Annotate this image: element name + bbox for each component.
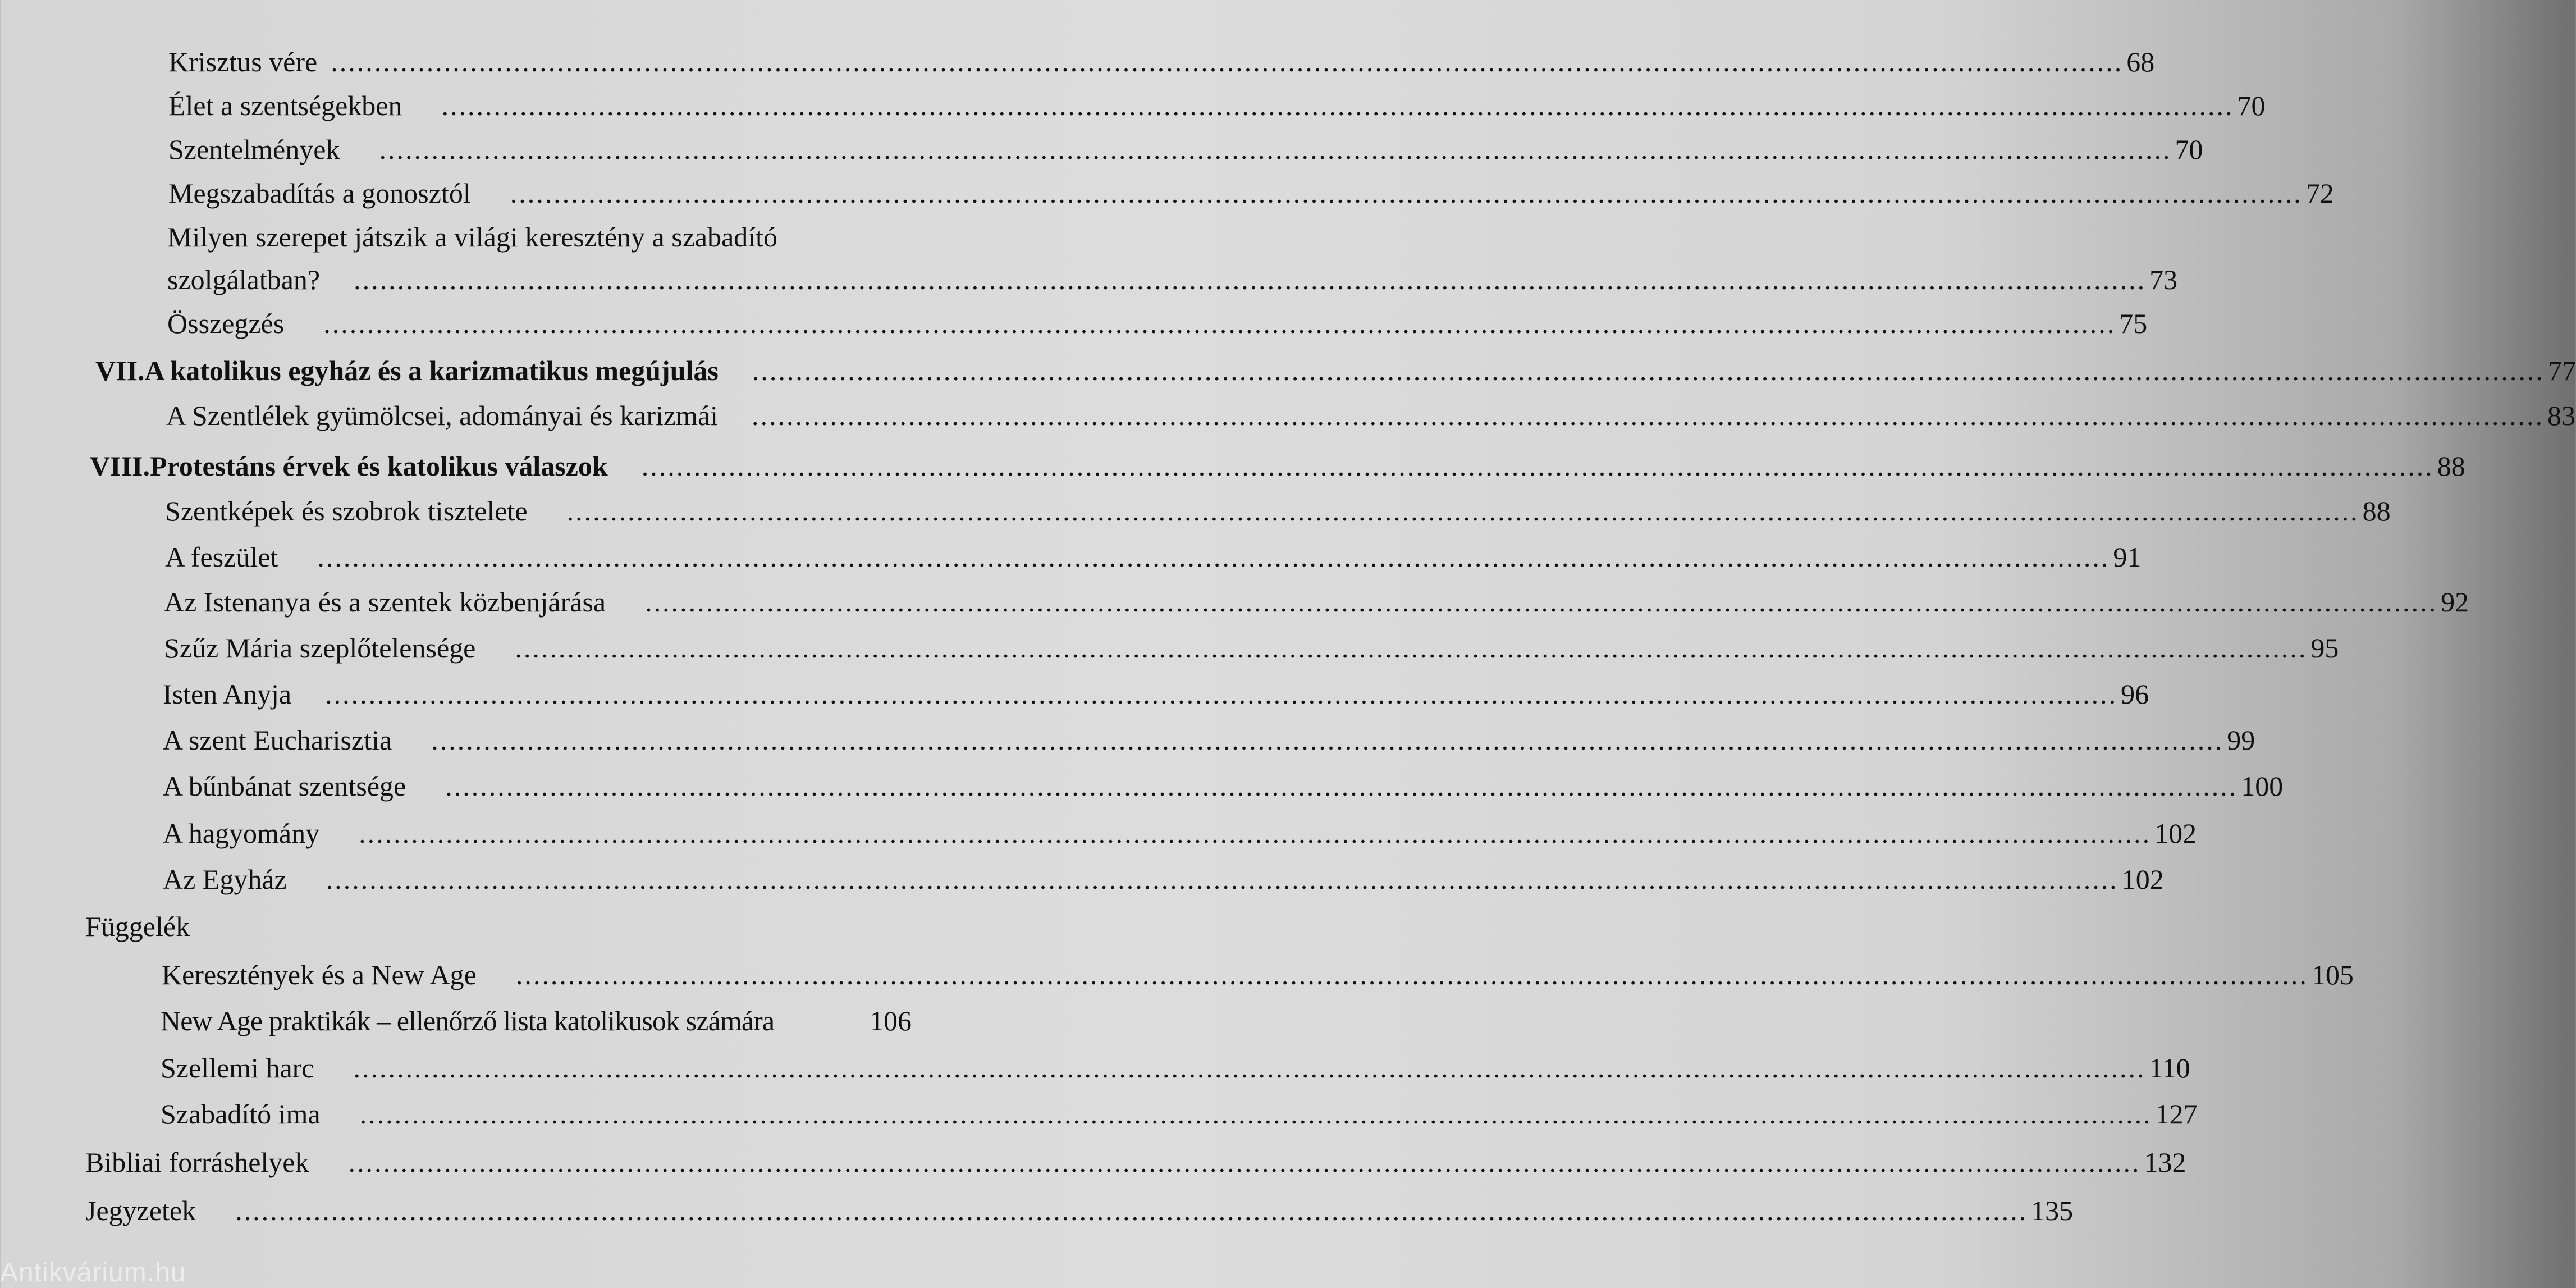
toc-entry: [0, 718, 2255, 762]
toc-chapter: [0, 348, 2576, 393]
leader-dots: ..............................................................................................................................................................................................................: [323, 308, 2116, 339]
leader-dots: ..............................................................................................................................................................................................................: [359, 817, 2152, 849]
toc-entry-title: Összegzés: [167, 308, 285, 339]
toc-entry-title: Milyen szerepet játszik a világi keresztény a szabadító: [167, 221, 778, 253]
toc-entry: [0, 488, 2391, 533]
toc-entry-page: 135: [2031, 1195, 2074, 1226]
toc-entry-title: New Age praktikák – ellenőrző lista katolikusok számára: [161, 1005, 775, 1036]
leader-dots: ..............................................................................................................................................................................................................: [431, 724, 2224, 756]
leader-dots: ..............................................................................................................................................................................................................: [445, 770, 2238, 802]
leader-dots: ..............................................................................................................................................................................................................: [441, 90, 2234, 121]
toc-entry-page: 99: [2227, 724, 2255, 756]
toc-entry: [0, 672, 2149, 716]
leader-dots: ..............................................................................................................................................................................................................: [353, 1052, 2146, 1084]
toc-entry: [0, 171, 2334, 216]
leader-dots: ..............................................................................................................................................................................................................: [752, 400, 2545, 431]
toc-entry: [0, 952, 2354, 997]
toc-entry-page: 132: [2144, 1147, 2186, 1178]
chapter-number: VII.: [95, 355, 145, 386]
toc-entry-page: 88: [2362, 495, 2391, 527]
toc-entry-page: 105: [2311, 959, 2354, 990]
leader-dots: ..............................................................................................................................................................................................................: [515, 959, 2308, 990]
toc-entry-title: Krisztus vére: [168, 46, 318, 77]
toc-entry-title: Az Egyház: [163, 864, 287, 895]
toc-entry-title: Élet a szentségekben: [168, 90, 402, 121]
leader-dots: ..............................................................................................................................................................................................................: [317, 541, 2110, 573]
toc-entry-title: Bibliai forráshelyek: [85, 1147, 309, 1178]
toc-entry-page: 75: [2119, 308, 2148, 339]
toc-entry-title: szolgálatban?: [167, 264, 321, 295]
toc-entry: [0, 857, 2164, 902]
toc-entry-page: 102: [2121, 864, 2164, 895]
toc-entry-page: 102: [2154, 817, 2197, 849]
leader-dots: ..............................................................................................................................................................................................................: [331, 46, 2124, 77]
chapter-number: VIII.: [90, 450, 150, 482]
toc-entry-title: Megszabadítás a gonosztól: [168, 177, 471, 209]
toc-entry-title: A bűnbánat szentsége: [163, 770, 406, 802]
leader-dots: ..............................................................................................................................................................................................................: [235, 1195, 2028, 1226]
toc-entry: [0, 257, 2178, 302]
toc-entry-title: A Szentlélek gyümölcsei, adományai és karizmái: [166, 400, 719, 431]
toc-entry-page: 83: [2547, 400, 2576, 431]
toc-entry: [0, 393, 2576, 438]
toc-entry: [0, 1140, 2186, 1185]
toc-entry-title: Protestáns érvek és katolikus válaszok: [149, 450, 608, 482]
toc-entry: [0, 764, 2284, 809]
toc-entry: [0, 998, 957, 1043]
toc-entry-page: 127: [2155, 1098, 2198, 1130]
toc-entry: [0, 127, 2203, 172]
toc-entry-continued: [0, 214, 957, 259]
toc-entry-title: Szellemi harc: [161, 1052, 314, 1084]
toc-entry-title: Szabadító ima: [161, 1098, 321, 1130]
toc-entry-title: A szent Eucharisztia: [163, 724, 392, 756]
leader-dots: ..............................................................................................................................................................................................................: [326, 864, 2119, 895]
toc-entry-title: Jegyzetek: [85, 1195, 196, 1226]
toc-entry-page: 91: [2113, 541, 2142, 573]
toc-entry-title: Függelék: [85, 911, 190, 942]
leader-dots: ..............................................................................................................................................................................................................: [325, 678, 2118, 710]
leader-dots: ..............................................................................................................................................................................................................: [566, 495, 2359, 527]
toc-entry-title: Keresztények és a New Age: [162, 959, 477, 990]
toc-entry-page: 88: [2437, 450, 2465, 482]
toc-entry-title: Az Istenanya és a szentek közbenjárása: [164, 586, 606, 618]
toc-entry: [0, 535, 2142, 579]
toc-entry-title: Szűz Mária szeplőtelensége: [164, 632, 476, 664]
leader-dots: ..............................................................................................................................................................................................................: [348, 1147, 2141, 1178]
toc-entry-page: 72: [2305, 177, 2334, 209]
toc-entry-page: 100: [2241, 770, 2284, 802]
toc-section-heading: [0, 904, 957, 949]
leader-dots: ..............................................................................................................................................................................................................: [379, 134, 2172, 165]
toc-entry: [0, 83, 2266, 128]
toc-entry: [0, 1045, 2190, 1090]
toc-entry-title: A feszület: [165, 541, 278, 573]
toc-entry: [0, 811, 2197, 856]
toc-entry-page: 70: [2175, 134, 2203, 165]
leader-dots: ..............................................................................................................................................................................................................: [354, 264, 2147, 295]
toc-entry: [0, 579, 2469, 624]
toc-entry: [0, 39, 2155, 84]
toc-entry-page: 73: [2149, 264, 2178, 295]
watermark: Antikvárium.hu: [0, 1258, 186, 1287]
toc-entry-page: 110: [2149, 1052, 2190, 1084]
toc-entry-page: 68: [2126, 46, 2155, 77]
toc-entry-title: A katolikus egyház és a karizmatikus megújulás: [144, 355, 719, 386]
toc-entry-page: 106: [870, 1005, 912, 1036]
toc-entry-title: Isten Anyja: [163, 678, 292, 710]
toc-entry-title: Szentképek és szobrok tisztelete: [165, 495, 528, 527]
toc-entry-title: A hagyomány: [163, 817, 320, 849]
toc-entry-title: Szentelmények: [168, 134, 340, 165]
leader-dots: ..............................................................................................................................................................................................................: [641, 450, 2434, 482]
toc-entry: [0, 1091, 2198, 1136]
toc-entry-page: 70: [2237, 90, 2266, 121]
leader-dots: ..............................................................................................................................................................................................................: [752, 355, 2545, 386]
toc-entry: [0, 1188, 2074, 1233]
toc-entry-page: 95: [2310, 632, 2339, 664]
toc-entry: [0, 625, 2339, 670]
leader-dots: ..............................................................................................................................................................................................................: [359, 1098, 2152, 1130]
leader-dots: ..............................................................................................................................................................................................................: [645, 586, 2438, 618]
toc-entry: [0, 301, 2148, 346]
leader-dots: ..............................................................................................................................................................................................................: [510, 177, 2303, 209]
leader-dots: ..............................................................................................................................................................................................................: [515, 632, 2308, 664]
toc-entry-page: 96: [2121, 678, 2149, 710]
toc-entry-page: 77: [2547, 355, 2576, 386]
toc-entry-page: 92: [2441, 586, 2469, 618]
toc-chapter: [0, 444, 2465, 488]
